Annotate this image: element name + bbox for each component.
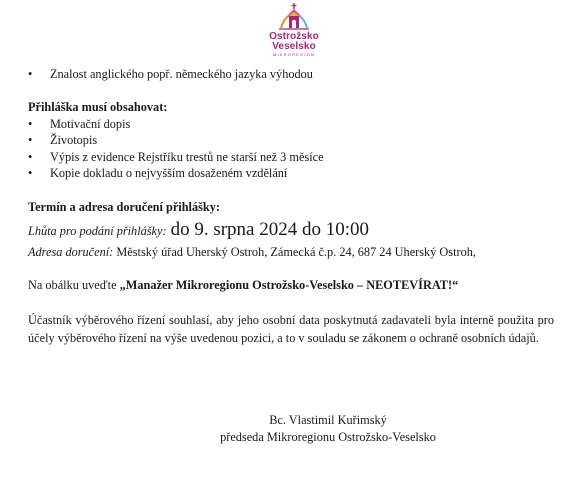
consent-paragraph: Účastník výběrového řízení souhlasí, aby jeho osobní data poskytnutá zadavateli byla interně použita pro účely výběrového řízení na výše uvedenou pozici, a to v souladu se zákonem o ochraně osobních údajů. xyxy=(28,313,554,345)
address-row xyxy=(28,244,476,260)
logo-text-line2: Veselsko xyxy=(272,41,316,52)
signature-title: předseda Mikroregionu Ostrožsko-Veselsko xyxy=(220,430,436,444)
requirement-item: Znalost anglického popř. německého jazyka výhodou xyxy=(50,67,313,81)
application-item: Životopis xyxy=(50,133,98,147)
church-tower-logo-icon xyxy=(277,2,311,32)
application-item: Kopie dokladu o nejvyšším dosaženém vzdělání xyxy=(50,166,288,180)
signature-name: Bc. Vlastimil Kuřimský xyxy=(269,413,387,427)
envelope-row xyxy=(28,277,458,293)
bullet-dot-icon: • xyxy=(28,133,33,147)
bullet-dot-icon: • xyxy=(28,150,33,164)
application-item: Motivační dopis xyxy=(50,117,131,131)
delivery-heading: Termín a adresa doručení přihlášky: xyxy=(28,200,220,214)
bullet-dot-icon: • xyxy=(28,67,33,81)
bullet-dot-icon: • xyxy=(28,117,33,131)
address-value: Městský úřad Uherský Ostroh, Zámecká č.p. 24, 687 24 Uherský Ostroh, xyxy=(116,245,476,259)
mikroregion-logo xyxy=(244,2,344,68)
logo-text-line3: MIKROREGION xyxy=(272,52,316,57)
deadline-row xyxy=(28,219,369,241)
application-item: Výpis z evidence Rejstříku trestů ne starší než 3 měsíce xyxy=(50,150,324,164)
envelope-prefix: Na obálku uveďte xyxy=(28,278,120,292)
deadline-label: Lhůta pro podání přihlášky: xyxy=(28,224,167,238)
logo-text-line1: Ostrožsko xyxy=(269,31,319,42)
deadline-value: do 9. srpna 2024 do 10:00 xyxy=(170,219,370,240)
address-label: Adresa doručení: xyxy=(28,245,114,259)
envelope-text: „Manažer Mikroregionu Ostrožsko-Veselsko – NEOTEVÍRAT!“ xyxy=(119,278,459,292)
application-heading: Přihláška musí obsahovat: xyxy=(28,100,168,114)
bullet-dot-icon: • xyxy=(28,166,33,180)
